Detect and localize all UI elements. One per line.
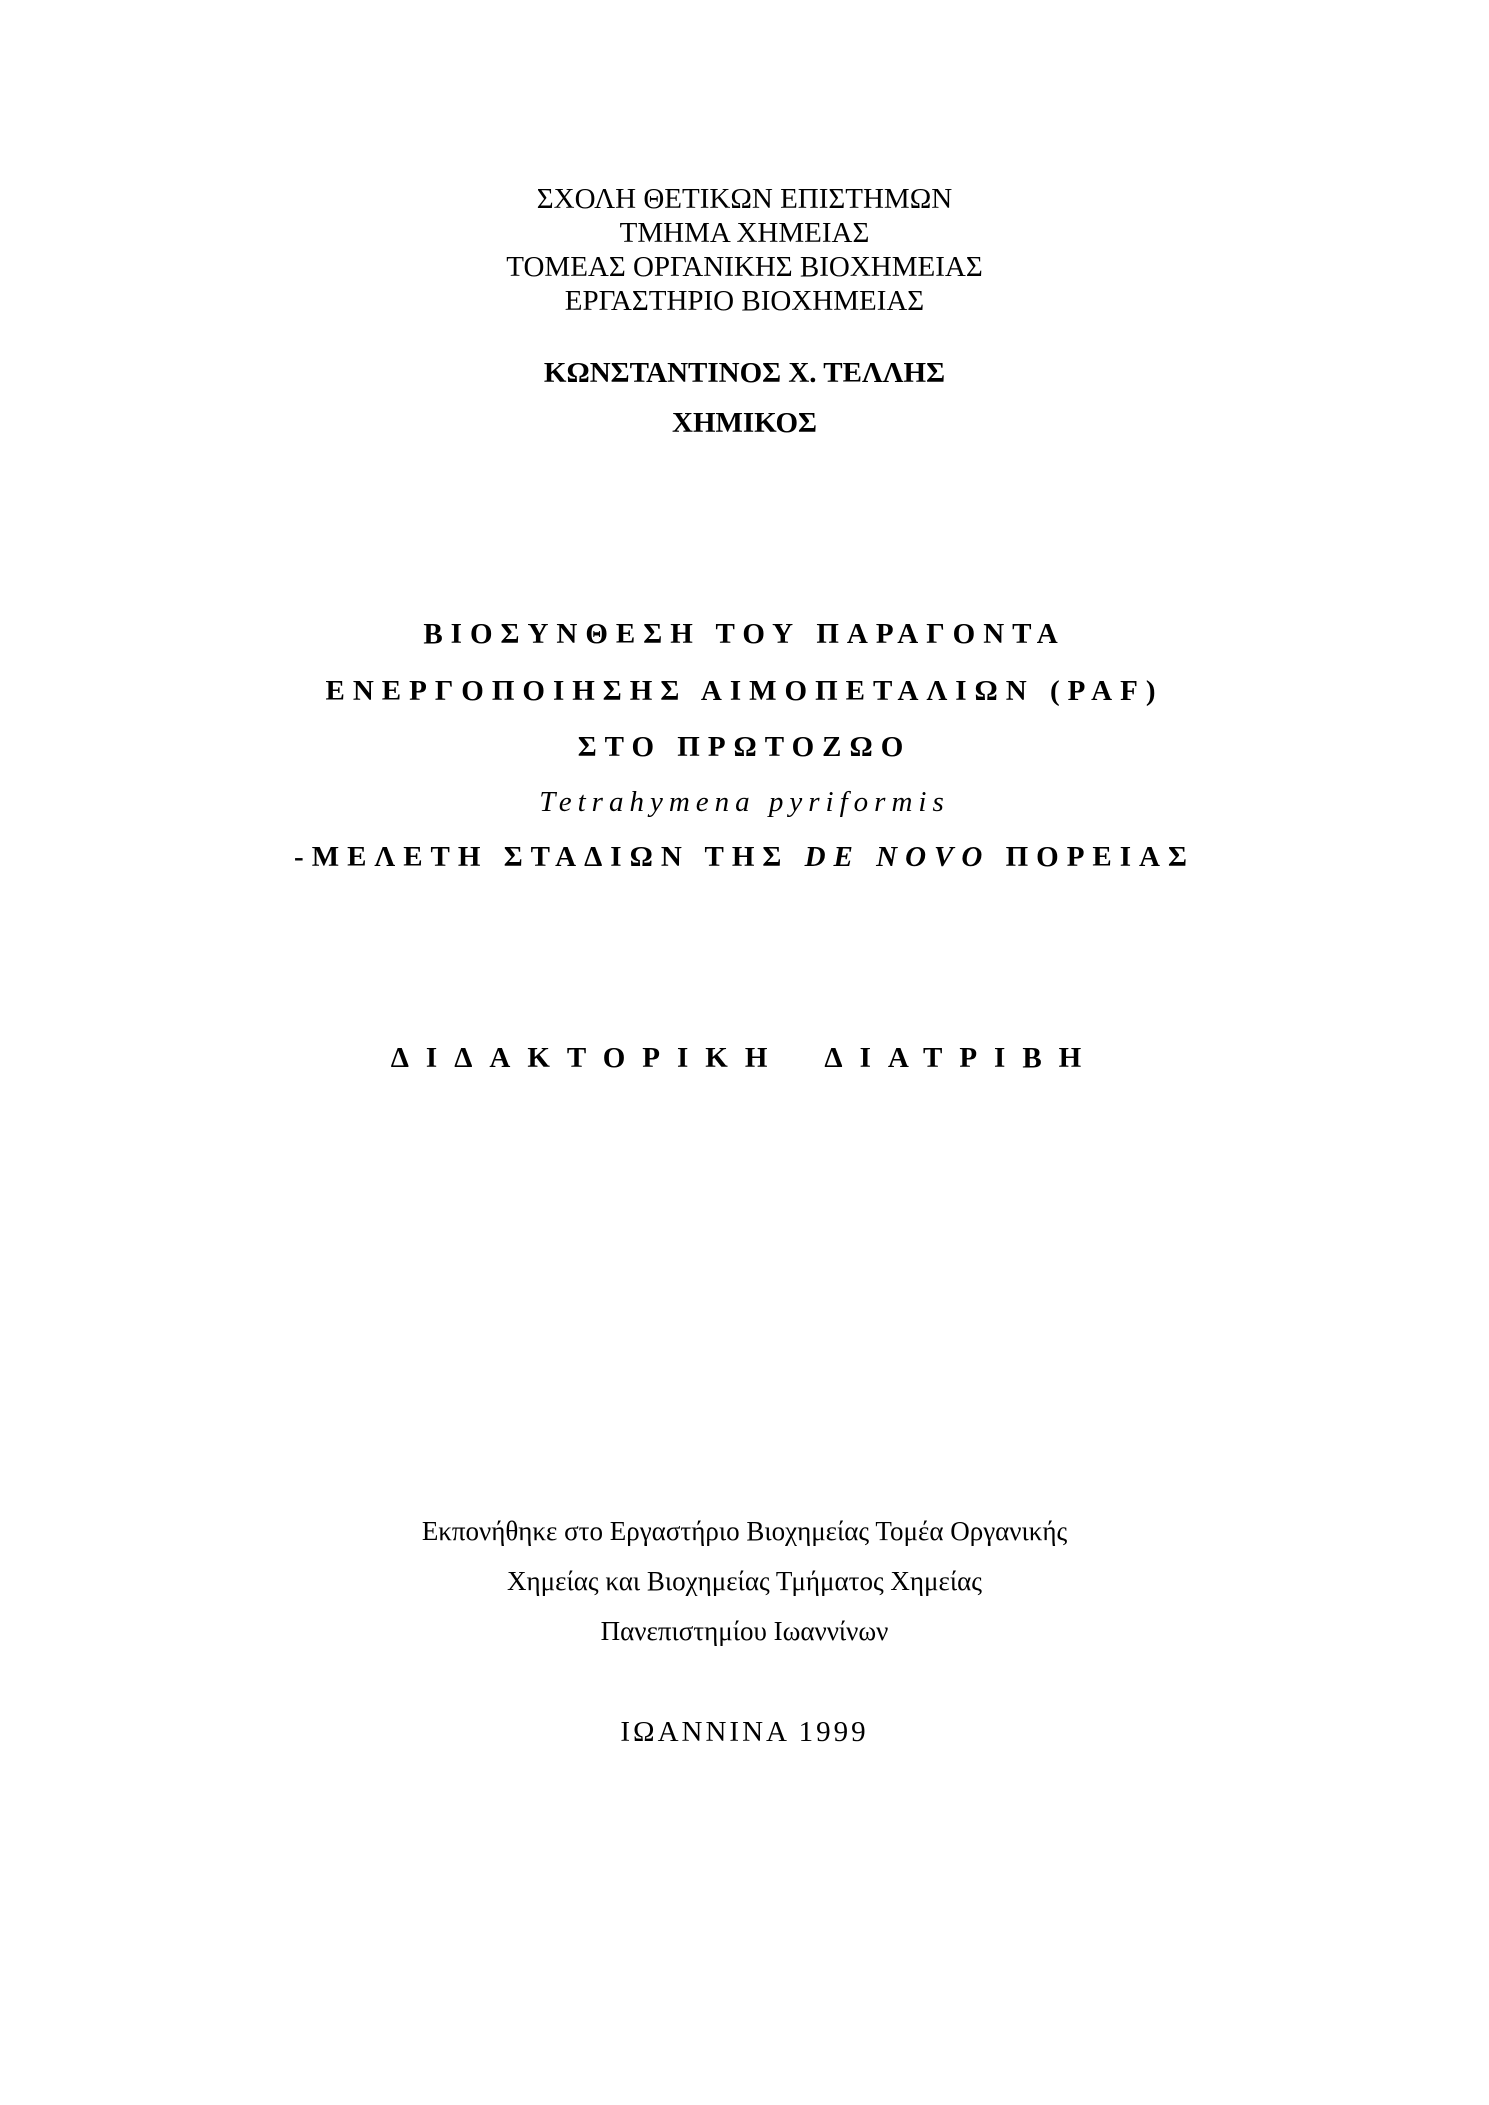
thesis-type — [0, 1040, 1489, 1076]
department-name: ΤΜΗΜΑ ΧΗΜΕΙΑΣ — [619, 217, 870, 249]
author-name: ΚΩΝΣΤΑΝΤΙΝΟΣ Χ. ΤΕΛΛΗΣ — [543, 357, 946, 389]
prepared-at-line-3: Πανεπιστημίου Ιωαννίνων — [600, 1616, 889, 1646]
species-name: Tetrahymena pyriformis — [539, 786, 950, 818]
thesis-type-word-2: ΔΙΑΤΡΙΒΗ — [824, 1042, 1099, 1074]
prepared-at-line-2: Χημείας και Βιοχημείας Τμήματος Χημείας — [507, 1566, 982, 1596]
school-name: ΣΧΟΛΗ ΘΕΤΙΚΩΝ ΕΠΙΣΤΗΜΩΝ — [536, 183, 953, 215]
section-name: ΤΟΜΕΑΣ ΟΡΓΑΝΙΚΗΣ ΒΙΟΧΗΜΕΙΑΣ — [506, 251, 983, 283]
thesis-title-line-2: ΕΝΕΡΓΟΠΟΙΗΣΗΣ ΑΙΜΟΠΕΤΑΛΙΩΝ (PAF) — [325, 675, 1164, 707]
title-line-5-prefix: -ΜΕΛΕΤΗ ΣΤΑΔΙΩΝ ΤΗΣ — [294, 841, 790, 873]
thesis-type-word-1: ΔΙΔΑΚΤΟΡΙΚΗ — [390, 1042, 785, 1074]
thesis-title-line-1: ΒΙΟΣΥΝΘΕΣΗ ΤΟΥ ΠΑΡΑΓΟΝΤΑ — [423, 618, 1066, 650]
author-profession: ΧΗΜΙΚΟΣ — [672, 407, 817, 439]
thesis-title-line-3: ΣΤΟ ΠΡΩΤΟΖΩΟ — [577, 731, 912, 763]
place-year: ΙΩΑΝΝΙΝΑ 1999 — [620, 1716, 869, 1748]
title-line-5-italic: DE NOVO — [804, 841, 991, 873]
title-line-5-suffix: ΠΟΡΕΙΑΣ — [1005, 841, 1195, 873]
thesis-title-line-5 — [0, 839, 1489, 875]
laboratory-name: ΕΡΓΑΣΤΗΡΙΟ ΒΙΟΧΗΜΕΙΑΣ — [564, 285, 925, 317]
prepared-at-line-1: Εκπονήθηκε στο Εργαστήριο Βιοχημείας Τομέα Οργανικής — [421, 1516, 1068, 1546]
